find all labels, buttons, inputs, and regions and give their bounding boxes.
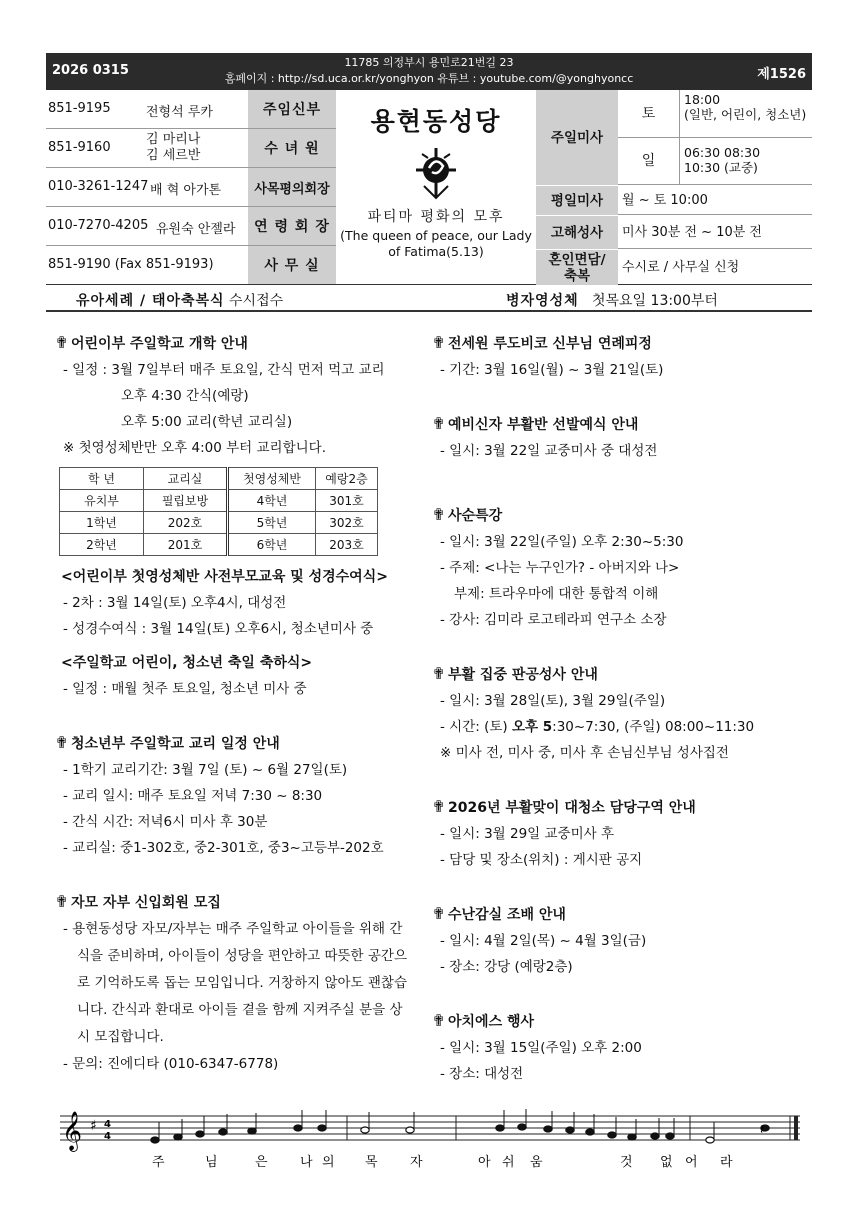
table-row [60,512,378,534]
note-head [406,1127,414,1133]
cross-icon: ✟ [55,333,69,352]
notice-line: - 교리 일시: 매주 토요일 저녁 7:30 ~ 8:30 [63,788,323,804]
note-head [151,1137,159,1143]
notice-title [432,411,812,438]
notice-title-text: 수난감실 조배 안내 [448,907,566,923]
notice-line: - 일시: 3월 28일(토), 3월 29일(주일) [440,693,666,709]
notice-cleaning [432,794,812,873]
church-name: 용현동성당 [370,107,502,136]
lyric-syllable: 목 [365,1155,378,1170]
lyric-syllable: 아 [478,1155,491,1170]
sub-notice-title: <어린이부 첫영성체반 사전부모교육 및 성경수여식> [61,569,388,585]
table-cell: 필립보방 [144,490,228,512]
note-head [219,1129,227,1135]
notice-title-text: 예비신자 부활반 선발예식 안내 [448,417,639,433]
notice-line: - 담당 및 장소(위치) : 게시판 공지 [440,852,643,868]
note-head [666,1133,674,1139]
contact-list [46,90,336,285]
lyric-syllable: 것 [620,1155,633,1170]
note-head [294,1125,302,1131]
table-cell: 유치부 [60,490,144,512]
notice-acies [432,1008,812,1087]
masthead [46,90,812,285]
mass-schedule [536,90,812,285]
issue-number: 제1526 [757,67,806,82]
contact-name: 김 마리나 김 세르반 [146,132,201,163]
table-cell: 5학년 [228,512,316,534]
notice-title [55,330,415,357]
notice-title [432,794,812,821]
contact-name: 유원숙 안젤라 [156,222,236,237]
lyric-syllable: 의 [322,1155,335,1170]
notice-adoration [432,901,812,980]
note-head [174,1134,182,1140]
sacrament-info [46,285,812,312]
notice-line: - 문의: 진에디타 (010-6347-6778) [63,1056,279,1072]
table-row [60,468,378,490]
contact-phone: 851-9195 [48,101,111,116]
cross-icon: ✟ [432,904,446,923]
notice-title-text: 청소년부 주일학교 교리 일정 안내 [71,736,280,752]
notice-line [432,714,812,740]
table-cell: 203호 [316,534,378,556]
notice-paragraph-text: - 용현동성당 자모/자부는 매주 주일학교 아이들을 위해 간식을 준비하며, 아이들이 성당을 편안하고 따뜻한 공간으로 기억하도록 돕는 모임입니다. 거창하지 않아도 괜찮습니다. 간식과 환대로 아이들 곁을 함께 지켜주실 분을 상시 모집합니다. [63,921,407,1045]
notice-children-school [55,330,415,702]
contact-name: 전형석 루카 [146,105,213,120]
contact-role: 연 령 회 장 [248,207,336,245]
cross-icon: ✟ [55,892,69,911]
notice-line: - 일정 : 매월 첫주 토요일, 청소년 미사 중 [63,681,307,697]
confession-time: 미사 30분 전 ~ 10분 전 [618,216,812,249]
lyric-syllable: 나 [300,1155,313,1170]
lyric-syllable: 은 [255,1155,268,1170]
staff-svg [60,1108,800,1188]
notice-line: - 강사: 김미라 로고테라피 연구소 소장 [440,612,667,628]
notice-line: - 간식 시간: 저녁6시 미사 후 30분 [63,814,268,830]
table-cell: 4학년 [228,490,316,512]
notice-title-text: 아치에스 행사 [448,1014,535,1030]
contact-role: 사목평의회장 [248,168,336,206]
church-patron: 파티마 평화의 모후 [367,209,505,225]
marriage-label: 혼인면담/ 축복 [536,250,618,285]
sharp-icon: ♯ [90,1118,97,1134]
table-cell: 201호 [144,534,228,556]
table-cell: 302호 [316,512,378,534]
contact-row [46,207,336,246]
table-cell: 202호 [144,512,228,534]
note-head [628,1134,636,1140]
notice-title-text: 전세원 루도비코 신부님 연례피정 [448,336,652,352]
left-column [55,330,415,1105]
notice-line: - 일시: 3월 22일(주일) 오후 2:30~5:30 [440,534,684,550]
notice-line: 부제: 트라우마에 대한 통합적 이해 [454,586,659,602]
sunday-label: 일 [618,138,680,185]
table-cell: 교리실 [144,468,228,490]
lyric-syllable: 없 [660,1155,673,1170]
note-head [608,1132,616,1138]
church-emblem-icon [412,146,460,200]
notice-line: - 일정 : 3월 7일부터 매주 토요일, 간식 먼저 먹고 교리 [63,362,385,378]
note-head [361,1127,369,1133]
cross-icon: ✟ [432,333,446,352]
notice-note: ※ 미사 전, 미사 중, 미사 후 손님신부님 성사집전 [440,745,729,761]
notice-title [432,661,812,688]
contact-phone: 010-3261-1247 [48,179,149,194]
cross-icon: ✟ [432,797,446,816]
note-head [248,1128,256,1134]
cross-icon: ✟ [432,1011,446,1030]
notice-line: - 일시: 3월 15일(주일) 오후 2:00 [440,1040,642,1056]
notice-title-text: 자모 자부 신입회원 모집 [71,895,221,911]
notice-title-text: 사순특강 [448,508,503,524]
notice-line: - 교리실: 중1-302호, 중2-301호, 중3~고등부-202호 [63,840,384,856]
notice-retreat [432,330,812,383]
lyric-syllable: 자 [410,1155,423,1170]
notice-line: - 일시: 3월 29일 교중미사 후 [440,826,615,842]
lyric-syllable: 님 [205,1155,218,1170]
notice-title-text: 어린이부 주일학교 개학 안내 [71,336,248,352]
music-staff [60,1108,800,1188]
notice-title-text: 2026년 부활맞이 대청소 담당구역 안내 [448,800,696,816]
note-head [518,1124,526,1130]
notice-title [55,889,415,916]
cross-icon: ✟ [432,664,446,683]
sick-communion-info [506,290,718,310]
notice-line-bold: 오후 5 [511,719,553,735]
contact-phone: 851-9190 (Fax 851-9193) [48,257,214,272]
notice-title-text: 부활 집중 판공성사 안내 [448,667,598,683]
note-head [651,1133,659,1139]
right-column [432,330,812,1115]
church-web[interactable]: 홈페이지 : http://sd.uca.or.kr/yonghyon 유튜브 : youtube.com/@yonghyoncc [224,72,634,85]
notice-title [432,901,812,928]
notice-title [432,330,812,357]
time-sig-top: 4 [104,1119,111,1130]
notice-line-part: - 시간: (토) [440,719,512,735]
notice-line: 오후 5:00 교리(학년 교리실) [121,414,293,430]
contact-role: 주임신부 [248,90,336,128]
notice-title [55,730,415,757]
note-head [196,1131,204,1137]
lyric-syllable: 라 [720,1155,733,1170]
notes-group [151,1109,769,1143]
notice-paragraph [55,916,415,1051]
contact-row [46,129,336,168]
table-cell: 301호 [316,490,378,512]
notice-line: - 성경수여식 : 3월 14일(토) 오후6시, 청소년미사 중 [63,621,374,637]
notice-youth-school [55,730,415,861]
notice-line: - 2차 : 3월 14일(토) 오후4시, 대성전 [63,595,287,611]
contact-phone: 851-9160 [48,140,111,155]
contact-role: 사 무 실 [248,246,336,284]
weekday-mass-time: 월 ~ 토 10:00 [618,186,812,215]
weekday-mass-label: 평일미사 [536,186,618,215]
baptism-value: 수시접수 [229,293,284,309]
contact-row [46,90,336,129]
notice-line: - 1학기 교리기간: 3월 7일 (토) ~ 6월 27일(토) [63,762,348,778]
cross-icon: ✟ [432,505,446,524]
notice-title [432,502,812,529]
contact-row [46,168,336,207]
table-cell: 첫영성체반 [228,468,316,490]
note-head [566,1127,574,1133]
sunday-times: 06:30 08:30 10:30 (교중) [680,138,812,185]
contact-row [46,246,336,285]
sick-communion-label: 병자영성체 [506,293,579,309]
note-head [706,1137,714,1143]
notice-line-part: :30~7:30, (주일) 08:00~11:30 [552,719,755,735]
note-head [318,1125,326,1131]
lyrics-group [152,1154,733,1170]
sick-communion-value: 첫목요일 13:00부터 [591,293,718,309]
lyric-syllable: 움 [530,1155,543,1170]
table-cell: 6학년 [228,534,316,556]
contact-role: 수 녀 원 [248,129,336,167]
church-patron-en: (The queen of peace, our Lady of Fatima(5.13) [340,228,532,259]
saturday-label: 토 [618,90,680,138]
time-sig-bottom: 4 [104,1131,111,1142]
notice-line: - 일시: 4월 2일(목) ~ 4월 3일(금) [440,933,647,949]
cross-icon: ✟ [432,414,446,433]
notice-title [432,1008,812,1035]
bulletin-date: 2026 0315 [52,63,129,78]
treble-clef-icon: 𝄞 [62,1111,83,1151]
notice-parent-recruit [55,889,415,1077]
rest-icon: 𝄽 [760,1122,765,1138]
classroom-table [59,467,378,556]
baptism-info [76,290,283,310]
saturday-times: 18:00 (일반, 어린이, 청소년) [680,90,812,138]
note-head [544,1126,552,1132]
confession-label: 고해성사 [536,216,618,249]
lyric-syllable: 주 [152,1155,165,1170]
sub-notice-title: <주일학교 어린이, 청소년 축일 축하식> [61,655,313,671]
lyric-syllable: 어 [685,1155,698,1170]
note-head [496,1125,504,1131]
notice-confession [432,661,812,766]
marriage-time: 수시로 / 사무실 신청 [622,260,740,275]
table-cell: 학 년 [60,468,144,490]
notice-lent-lecture [432,502,812,633]
notice-line: - 주제: <나는 누구인가? - 아버지와 나> [440,560,680,576]
sunday-mass-label: 주일미사 [536,90,618,185]
church-address: 11785 의정부시 용민로21번길 23 [344,56,514,69]
notice-catechumen [432,411,812,464]
table-cell: 2학년 [60,534,144,556]
notice-line: 오후 4:30 간식(예랑) [121,388,249,404]
table-cell: 1학년 [60,512,144,534]
contact-phone: 010-7270-4205 [48,218,149,233]
notice-line: - 장소: 강당 (예랑2층) [440,959,573,975]
notice-line: - 일시: 3월 22일 교중미사 중 대성전 [440,443,658,459]
lyric-syllable: 쉬 [502,1155,515,1170]
church-title-block [336,90,536,285]
header-bar [46,53,812,90]
cross-icon: ✟ [55,733,69,752]
table-cell: 예랑2층 [316,468,378,490]
note-head [586,1129,594,1135]
contact-name: 배 혁 아가톤 [150,183,222,198]
table-row [60,534,378,556]
notice-line: - 기간: 3월 16일(월) ~ 3월 21일(토) [440,362,664,378]
table-row [60,490,378,512]
notice-note: ※ 첫영성체반만 오후 4:00 부터 교리합니다. [63,440,326,456]
header-address [46,55,812,87]
baptism-label: 유아세례 / 태아축복식 [76,293,225,309]
notice-line: - 장소: 대성전 [440,1066,524,1082]
